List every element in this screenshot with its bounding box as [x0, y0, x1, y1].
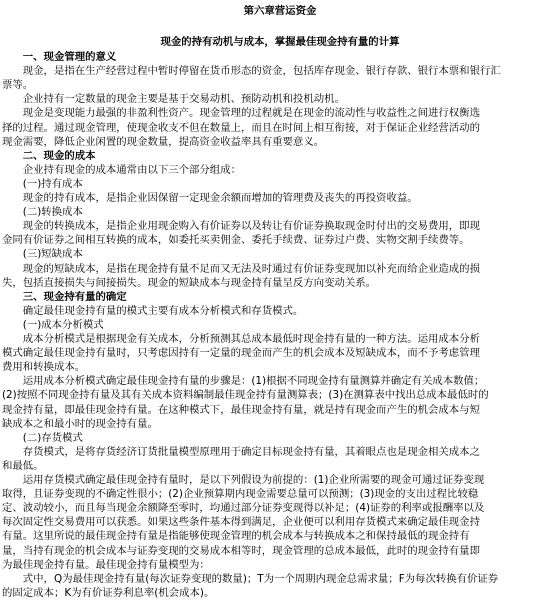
- body-line: 企业持有一定数量的现金主要是基于交易动机、预防动机和投机动机。: [2, 93, 345, 106]
- body-line: (二)存货模式: [2, 431, 83, 444]
- body-line: 模式确定最佳现金持有量时，只考虑因持有一定量的现金而产生的机会成本及短缺成本，而不予考虑管理: [2, 347, 480, 360]
- body-line: 运用存货模式确定最佳现金持有量时，是以下列假设为前提的：(1)企业所需要的现金可通过证券变现: [2, 474, 485, 486]
- body-line: 费用和转换成本。: [2, 361, 86, 374]
- chapter-title: 第六章营运资金: [243, 5, 317, 17]
- body-line: 一、现金管理的意义: [2, 51, 117, 63]
- body-line: 成本分析模式是根据现金有关成本，分析预测其总成本最低时现金持有量的一种方法。运用成本分析: [2, 333, 480, 345]
- body-line: 现金需要，降低企业闲置的现金数量，提高资金收益率具有重要意义。: [2, 135, 325, 148]
- body-line: 金同有价证券之间相互转换的成本，如委托买卖佣金、委托手续费、证券过户费、实物交割手续费等。: [2, 234, 470, 247]
- body-line: 现金持有量，即最佳现金持有量。在这种模式下，最佳现金持有量，就是持有现金而产生的机会成本与短: [2, 403, 480, 416]
- body-line: 有量。这里所说的最佳现金持有量是指能够使现金管理的机会成本与转换成本之和保持最低的现金持有: [2, 530, 470, 543]
- body-line: 缺成本之和最小时的现金持有量。: [2, 417, 158, 430]
- body-line: 现金的持有成本，是指企业因保留一定现金余额而增加的管理费及丧失的再投资收益。: [2, 192, 418, 204]
- body-line: 的固定成本；K为有价证券利息率(机会成本)。: [2, 586, 215, 599]
- body-line: (二)转换成本: [2, 206, 83, 219]
- body-line: 失，包括直接损失与间接损失。现金的短缺成本与现金持有量呈反方向变动关系。: [2, 276, 377, 289]
- body-line: 企业持有现金的成本通常由以下三个部分组成：: [2, 163, 241, 176]
- body-line: 现金，是指在生产经营过程中暂时停留在货币形态的资金，包括库存现金、银行存款、银行本票和银行汇: [2, 65, 501, 78]
- section-title: 现金的持有动机与成本，掌握最佳现金持有量的计算: [160, 36, 400, 48]
- body-line: (一)持有成本: [2, 177, 83, 190]
- body-line: 择的过程。通过现金管理，使现金收支不但在数量上，而且在时间上相互衔接，对于保证企业经营活动的: [2, 121, 480, 134]
- body-line: (一)成本分析模式: [2, 318, 104, 331]
- body-line: 取得，且证券变现的不确定性很小；(2)企业预算期内现金需要总量可以预测；(3)现金的支出过程比较稳: [2, 488, 479, 501]
- body-line: 现金的短缺成本，是指在现金持有量不足而又无法及时通过有价证券变现加以补充而给企业造成的损: [2, 262, 480, 275]
- body-line: 票等。: [2, 79, 34, 92]
- body-line: 现金是变现能力最强的非盈利性资产。现金管理的过程就是在现金的流动性与收益性之间进行权衡选: [2, 107, 480, 120]
- body-line: 定、波动较小，而且每当现金余额降至零时，均通过部分证券变现得以补足；(4)证券的利率或报酬率以及: [2, 502, 485, 515]
- body-line: 存货模式，是将存货经济订货批量模型原理用于确定目标现金持有量，其着眼点也是现金相关成本之: [2, 445, 480, 458]
- body-line: 二、现金的成本: [2, 149, 96, 162]
- body-line: 每次固定性交易费用可以获悉。如果这些条件基本得到满足，企业便可以利用存货模式来确定最佳现金持: [2, 516, 480, 529]
- body-line: (2)按照不同现金持有量及其有关成本资料编制最佳现金持有量测算表；(3)在测算表中找出总成本最低时的: [2, 389, 489, 402]
- body-line: 确定最佳现金持有量的模式主要有成本分析模式和存货模式。: [2, 304, 304, 317]
- body-line: 三、现金持有量的确定: [2, 290, 127, 303]
- body-line: 式中，Q为最佳现金持有量(每次证券变现的数量)；T为一个周期内现金总需求量；F为每次转换有价证券: [2, 572, 499, 585]
- body-line: 运用成本分析模式确定最佳现金持有量的步骤是：(1)根据不同现金持有量测算并确定有关成本数值；: [2, 375, 485, 388]
- body-line: 现金的转换成本，是指企业用现金购入有价证券以及转让有价证券换取现金时付出的交易费用，即现: [2, 220, 480, 233]
- body-line: (三)短缺成本: [2, 248, 83, 261]
- body-line: 和最低。: [2, 459, 44, 472]
- body-line: 量，当持有现金的机会成本与证券变现的交易成本相等时，现金管理的总成本最低，此时的现金持有量即: [2, 544, 480, 557]
- body-line: 为最佳现金持有量。最佳现金持有量模型为：: [2, 558, 210, 571]
